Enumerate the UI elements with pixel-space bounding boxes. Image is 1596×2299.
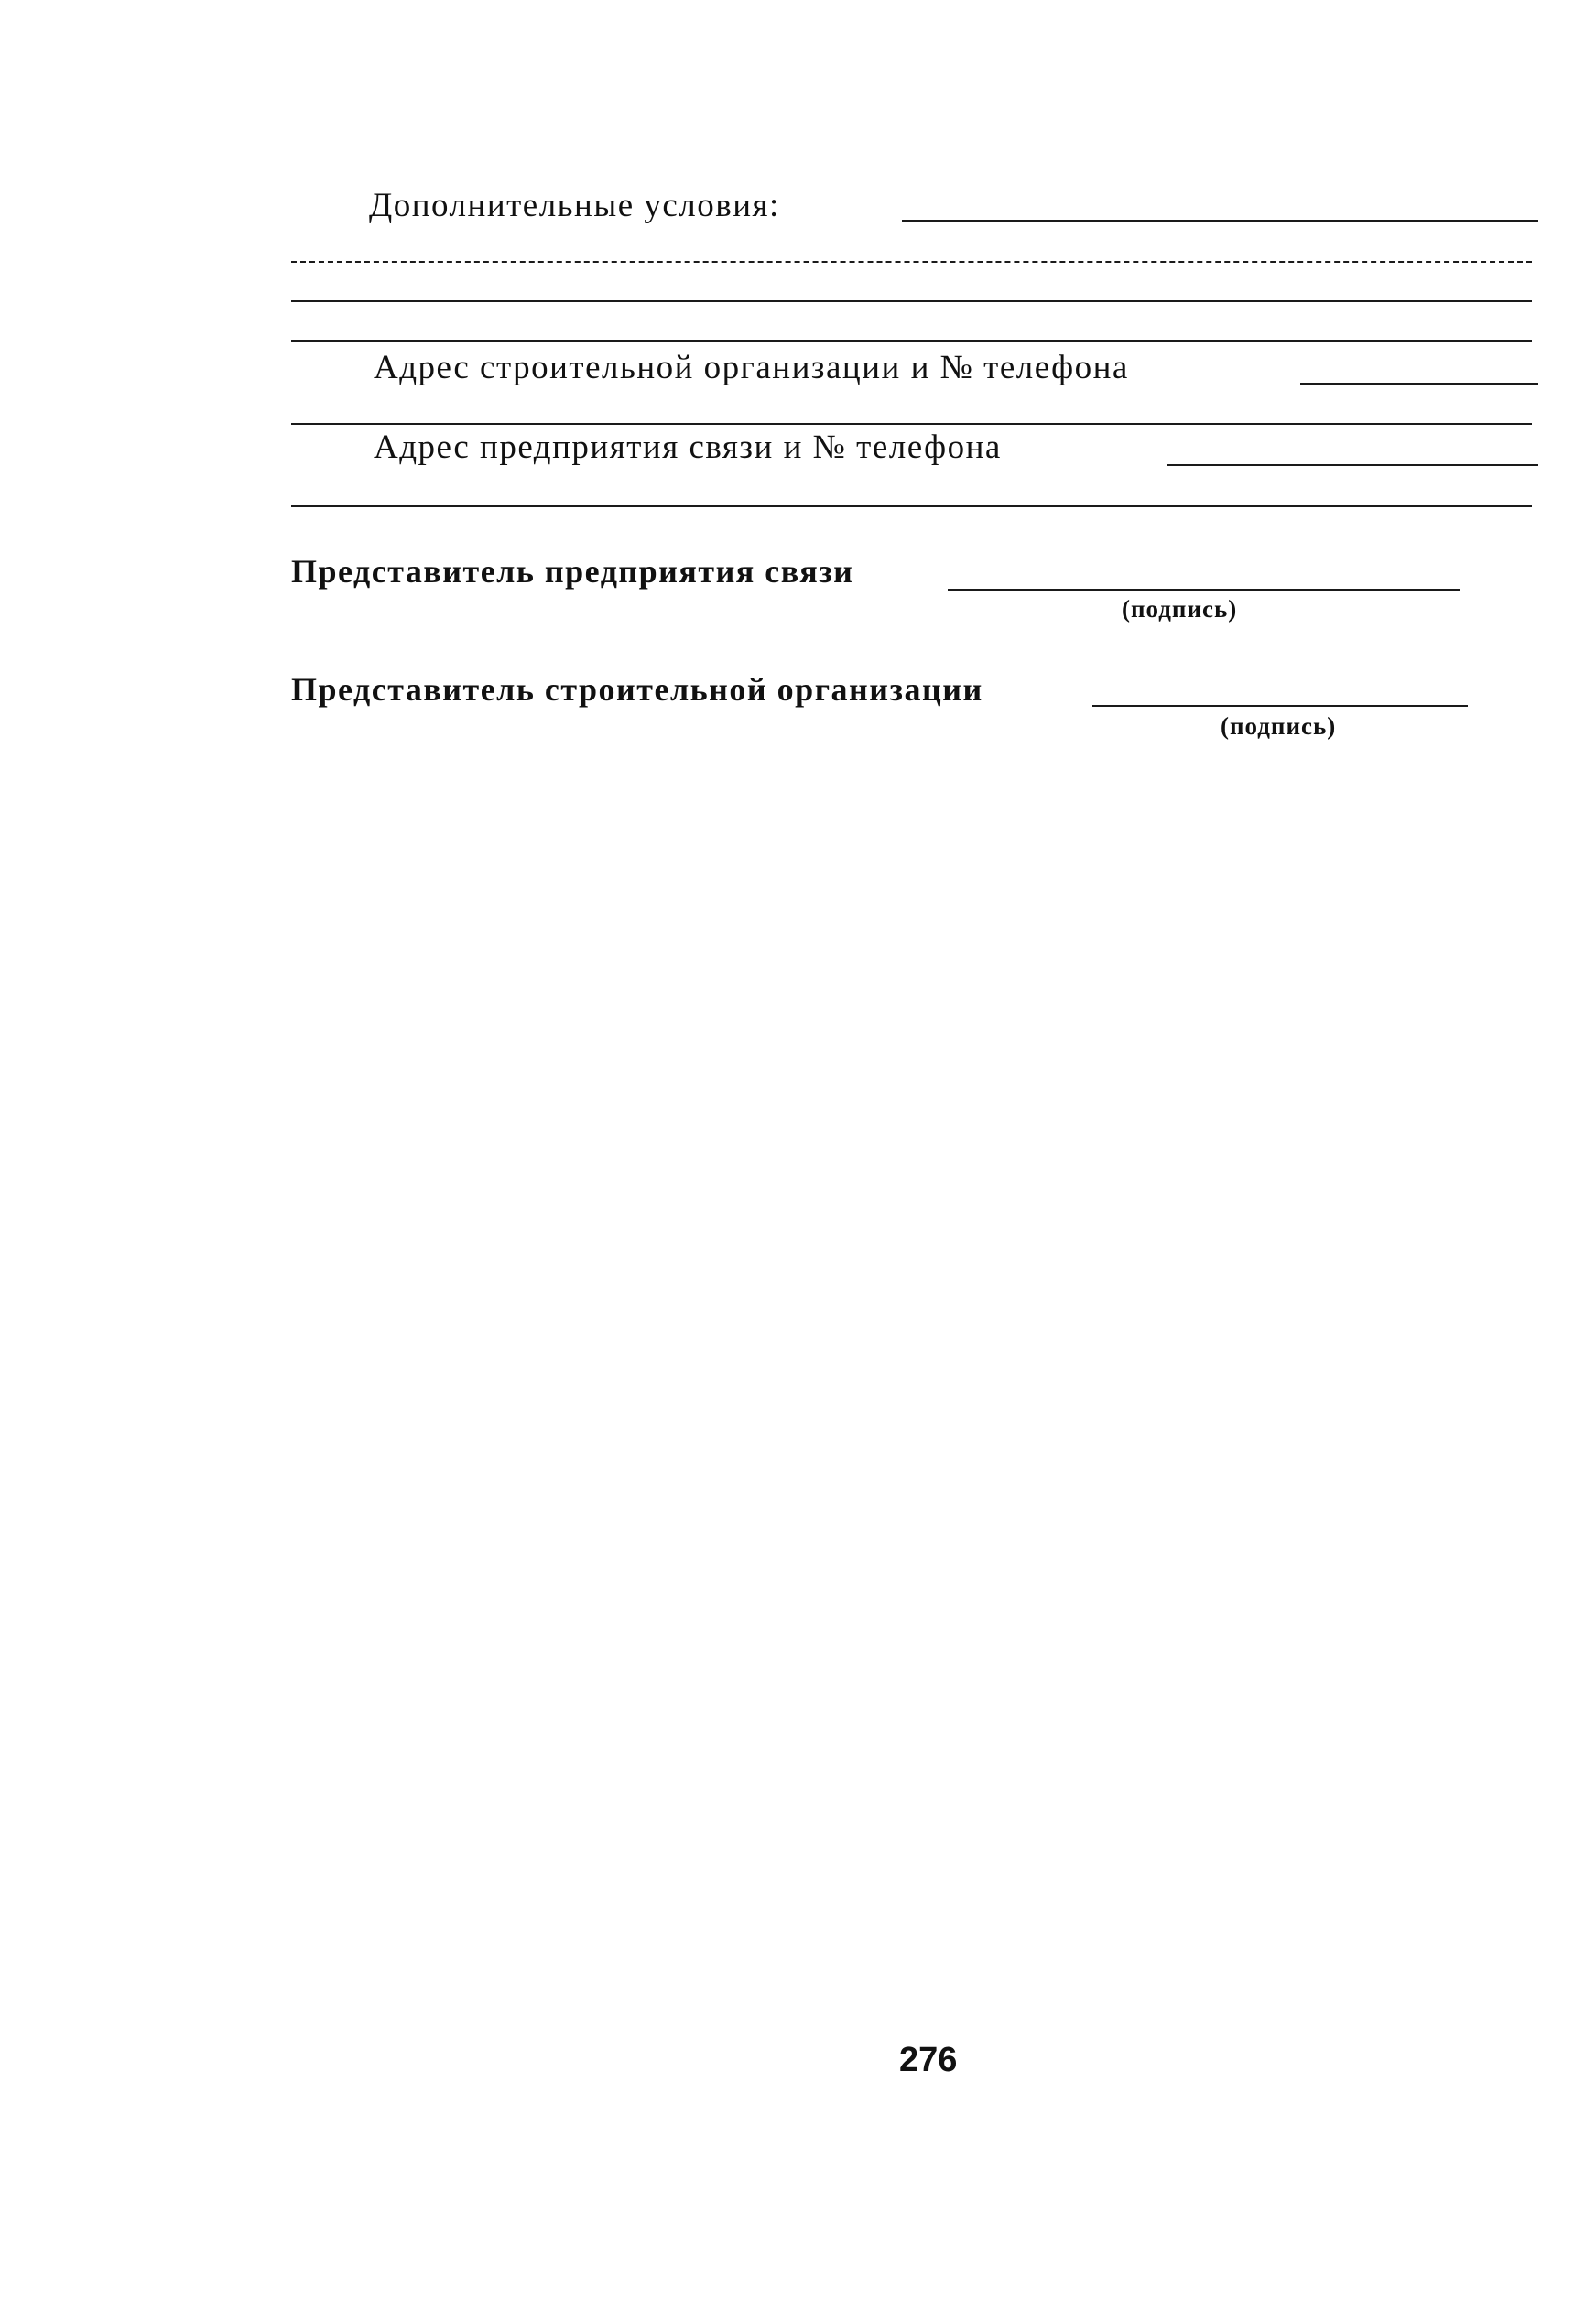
communication-rep-signature-caption: (подпись) xyxy=(1122,595,1238,623)
additional-conditions-label: Дополнительные условия: xyxy=(369,187,780,224)
additional-conditions-line-2[interactable] xyxy=(291,300,1532,302)
construction-org-address-label: Адрес строительной организации и № телефона xyxy=(374,349,1129,386)
communication-enterprise-address-line-2[interactable] xyxy=(291,505,1532,507)
additional-conditions-field-line[interactable] xyxy=(902,220,1538,222)
construction-org-address-field-line[interactable] xyxy=(1300,383,1538,385)
page-number: 276 xyxy=(899,2041,958,2079)
communication-rep-signature-line[interactable] xyxy=(948,589,1460,591)
construction-org-address-line-2[interactable] xyxy=(291,423,1532,425)
additional-conditions-line-1[interactable] xyxy=(291,261,1532,263)
communication-rep-label: Представитель предприятия связи xyxy=(291,553,854,590)
communication-enterprise-address-label: Адрес предприятия связи и № телефона xyxy=(374,428,1002,466)
construction-rep-signature-caption: (подпись) xyxy=(1221,712,1337,740)
communication-enterprise-address-field-line[interactable] xyxy=(1167,464,1538,466)
construction-rep-label: Представитель строительной организации xyxy=(291,671,983,708)
construction-rep-signature-line[interactable] xyxy=(1092,705,1468,707)
additional-conditions-line-3[interactable] xyxy=(291,340,1532,342)
